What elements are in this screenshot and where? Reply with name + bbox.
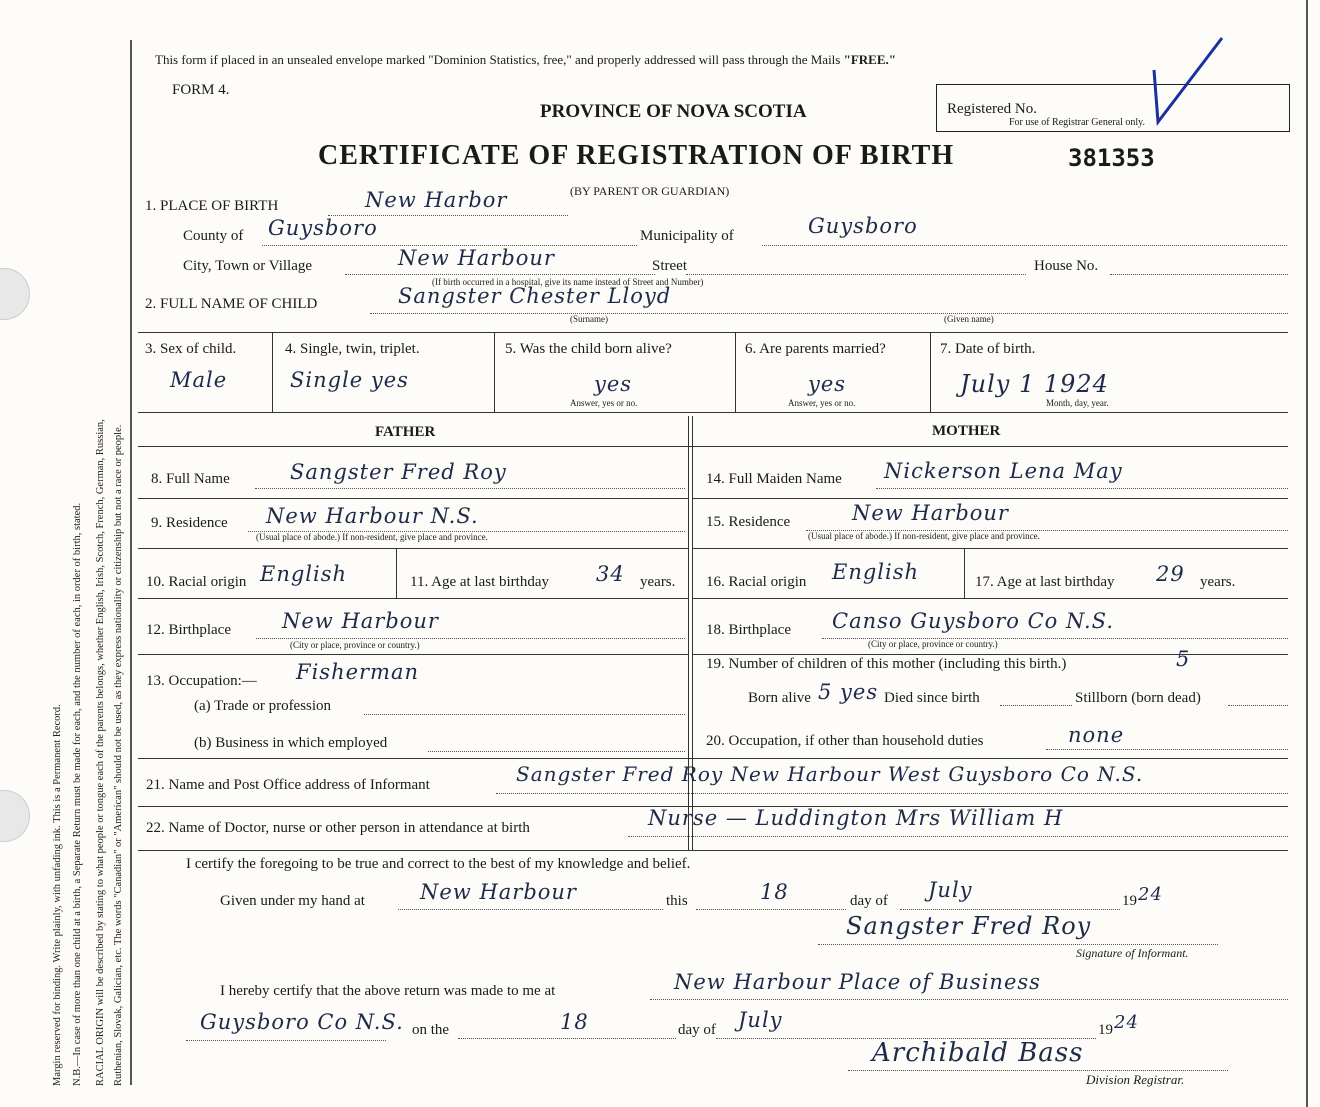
side-note-2: N.B.—In case of more than one child at a birth, a Separate Return must be made for each, and the number of each, in order of birth, stated. bbox=[72, 502, 83, 1086]
side-note-4: Ruthenian, Slovak, Galician, etc. The words "Canadian" or "American" should not be used, as they express nationality or citizenship but not a race or people. bbox=[113, 424, 124, 1086]
mother-maiden-label: 14. Full Maiden Name bbox=[706, 471, 842, 487]
mother-city-place-note: (City or place, province or country.) bbox=[868, 639, 998, 649]
child-name-label: 2. FULL NAME OF CHILD bbox=[145, 296, 318, 312]
father-years-label: years. bbox=[640, 574, 676, 590]
parents-married-label: 6. Are parents married? bbox=[745, 341, 886, 357]
return-month-value: July bbox=[738, 1008, 783, 1032]
mother-age-value: 29 bbox=[1156, 562, 1185, 586]
street-label: Street bbox=[652, 258, 687, 274]
surname-caption: (Surname) bbox=[570, 314, 608, 324]
father-birthplace-value: New Harbour bbox=[282, 609, 439, 633]
informant-value: Sangster Fred Roy New Harbour West Guysboro Co N.S. bbox=[516, 762, 1144, 786]
given-year-value: 24 bbox=[1138, 884, 1163, 905]
num-children-label: 19. Number of children of this mother (including this birth.) bbox=[706, 656, 1067, 672]
father-name-label: 8. Full Name bbox=[151, 471, 230, 487]
given-month-value: July bbox=[928, 878, 973, 902]
born-alive-value: yes bbox=[594, 372, 633, 396]
father-city-place-note: (City or place, province or country.) bbox=[290, 640, 420, 650]
num-children-value: 5 bbox=[1176, 647, 1191, 671]
father-age-label: 11. Age at last birthday bbox=[410, 574, 549, 590]
trade-label: (a) Trade or profession bbox=[194, 698, 332, 714]
father-occupation-label: 13. Occupation:— bbox=[146, 673, 257, 689]
mother-age-label: 17. Age at last birthday bbox=[975, 574, 1115, 590]
doctor-value: Nurse — Luddington Mrs William H bbox=[648, 806, 1064, 830]
father-residence-value: New Harbour N.S. bbox=[266, 504, 479, 528]
father-abode-note: (Usual place of abode.) If non-resident, give place and province. bbox=[256, 532, 488, 542]
father-heading: FATHER bbox=[375, 424, 436, 440]
registrar-signature: Archibald Bass bbox=[872, 1038, 1084, 1068]
mother-occupation-value: none bbox=[1068, 723, 1125, 747]
mother-racial-label: 16. Racial origin bbox=[706, 574, 807, 590]
mother-abode-note: (Usual place of abode.) If non-resident, give place and province. bbox=[808, 531, 1040, 541]
business-label: (b) Business in which employed bbox=[194, 735, 388, 751]
given-at-value: New Harbour bbox=[420, 880, 577, 904]
father-racial-label: 10. Racial origin bbox=[146, 574, 247, 590]
place-of-birth-label: 1. PLACE OF BIRTH bbox=[145, 198, 279, 214]
municipality-label: Municipality of bbox=[640, 228, 734, 244]
parents-married-value: yes bbox=[808, 372, 847, 396]
return-place2-value: Guysboro Co N.S. bbox=[200, 1010, 404, 1034]
city-town-value: New Harbour bbox=[398, 246, 555, 270]
punch-hole-top bbox=[0, 268, 30, 320]
informant-signature: Sangster Fred Roy bbox=[846, 912, 1092, 940]
municipality-value: Guysboro bbox=[808, 214, 918, 238]
return-year-printed: 19 bbox=[1098, 1022, 1113, 1038]
dob-caption: Month, day, year. bbox=[1046, 398, 1109, 408]
single-twin-label: 4. Single, twin, triplet. bbox=[285, 341, 420, 357]
doctor-label: 22. Name of Doctor, nurse or other person in attendance at birth bbox=[146, 820, 530, 836]
certificate-title: CERTIFICATE OF REGISTRATION OF BIRTH bbox=[318, 140, 955, 171]
form-number: FORM 4. bbox=[172, 82, 230, 98]
certify-statement: I certify the foregoing to be true and correct to the best of my knowledge and belief. bbox=[186, 856, 691, 872]
division-registrar-caption: Division Registrar. bbox=[1086, 1072, 1185, 1087]
mail-free: "FREE." bbox=[843, 52, 896, 67]
born-alive-label: 5. Was the child born alive? bbox=[505, 341, 672, 357]
mother-years-label: years. bbox=[1200, 574, 1236, 590]
mother-occupation-label: 20. Occupation, if other than household duties bbox=[706, 733, 984, 749]
given-name-caption: (Given name) bbox=[944, 314, 994, 324]
stillborn-label: Stillborn (born dead) bbox=[1075, 690, 1201, 706]
registered-no-box bbox=[936, 84, 1290, 132]
father-occupation-value: Fisherman bbox=[296, 660, 420, 684]
father-age-value: 34 bbox=[596, 562, 625, 586]
by-parent-note: (BY PARENT OR GUARDIAN) bbox=[570, 184, 730, 198]
city-town-label: City, Town or Village bbox=[183, 258, 313, 274]
sex-label: 3. Sex of child. bbox=[145, 341, 237, 357]
signature-informant-caption: Signature of Informant. bbox=[1076, 946, 1189, 960]
binding-margin-rule bbox=[130, 40, 132, 1085]
mother-maiden-value: Nickerson Lena May bbox=[884, 459, 1123, 483]
this-label: this bbox=[666, 893, 688, 909]
punch-hole-bottom bbox=[0, 790, 30, 842]
informant-label: 21. Name and Post Office address of Informant bbox=[146, 777, 430, 793]
check-mark-icon bbox=[1140, 30, 1230, 130]
place-of-birth-value: New Harbor bbox=[365, 188, 508, 212]
mother-residence-label: 15. Residence bbox=[706, 514, 791, 530]
died-since-label: Died since birth bbox=[884, 690, 980, 706]
return-place-value: New Harbour Place of Business bbox=[674, 970, 1041, 994]
province-heading: PROVINCE OF NOVA SCOTIA bbox=[540, 101, 807, 122]
child-name-value: Sangster Chester Lloyd bbox=[398, 284, 672, 308]
given-day-value: 18 bbox=[760, 880, 789, 904]
mail-notice: This form if placed in an unsealed envelope marked "Dominion Statistics, free," and properly addressed will pass through the Mails "FREE." bbox=[155, 52, 896, 67]
answer-caption-1: Answer, yes or no. bbox=[570, 398, 638, 408]
born-alive-count-label: Born alive bbox=[748, 690, 811, 706]
registrar-use-note: For use of Registrar General only. bbox=[1009, 117, 1145, 128]
day-of-label: day of bbox=[850, 893, 888, 909]
mother-birthplace-label: 18. Birthplace bbox=[706, 622, 791, 638]
county-label: County of bbox=[183, 228, 244, 244]
father-residence-label: 9. Residence bbox=[151, 515, 228, 531]
certificate-number: 381353 bbox=[1068, 144, 1155, 172]
side-note-3: RACIAL ORIGIN will be described by stating to what people or tongue each of the parents belongs, whether English, Irish, Scotch, French, German, Russian, bbox=[95, 419, 106, 1086]
mother-racial-value: English bbox=[832, 560, 920, 584]
mother-residence-value: New Harbour bbox=[852, 501, 1009, 525]
house-no-label: House No. bbox=[1034, 258, 1099, 274]
on-the-label: on the bbox=[412, 1022, 450, 1038]
hospital-note: (If birth occurred in a hospital, give its name instead of Street and Number) bbox=[432, 277, 704, 287]
father-birthplace-label: 12. Birthplace bbox=[146, 622, 231, 638]
county-value: Guysboro bbox=[268, 216, 378, 240]
given-under-label: Given under my hand at bbox=[220, 893, 365, 909]
registered-no-label: Registered No. bbox=[947, 101, 1037, 117]
mother-heading: MOTHER bbox=[932, 423, 1001, 439]
single-twin-value: Single yes bbox=[290, 368, 409, 392]
father-racial-value: English bbox=[260, 562, 348, 586]
answer-caption-2: Answer, yes or no. bbox=[788, 398, 856, 408]
hereby-certify-label: I hereby certify that the above return was made to me at bbox=[220, 983, 556, 999]
dob-value: July 1 1924 bbox=[960, 370, 1109, 398]
born-alive-count-value: 5 yes bbox=[818, 680, 879, 704]
day-of-2-label: day of bbox=[678, 1022, 716, 1038]
side-note-1: Margin reserved for binding. Write plainly, with unfading ink. This is a Permanent Record. bbox=[52, 704, 63, 1086]
return-year-value: 24 bbox=[1114, 1012, 1139, 1033]
right-border bbox=[1306, 0, 1308, 1107]
given-year-printed: 19 bbox=[1122, 893, 1137, 909]
dob-label: 7. Date of birth. bbox=[940, 341, 1036, 357]
mother-birthplace-value: Canso Guysboro Co N.S. bbox=[832, 609, 1114, 633]
father-name-value: Sangster Fred Roy bbox=[290, 460, 507, 484]
return-day-value: 18 bbox=[560, 1010, 589, 1034]
sex-value: Male bbox=[170, 368, 228, 392]
